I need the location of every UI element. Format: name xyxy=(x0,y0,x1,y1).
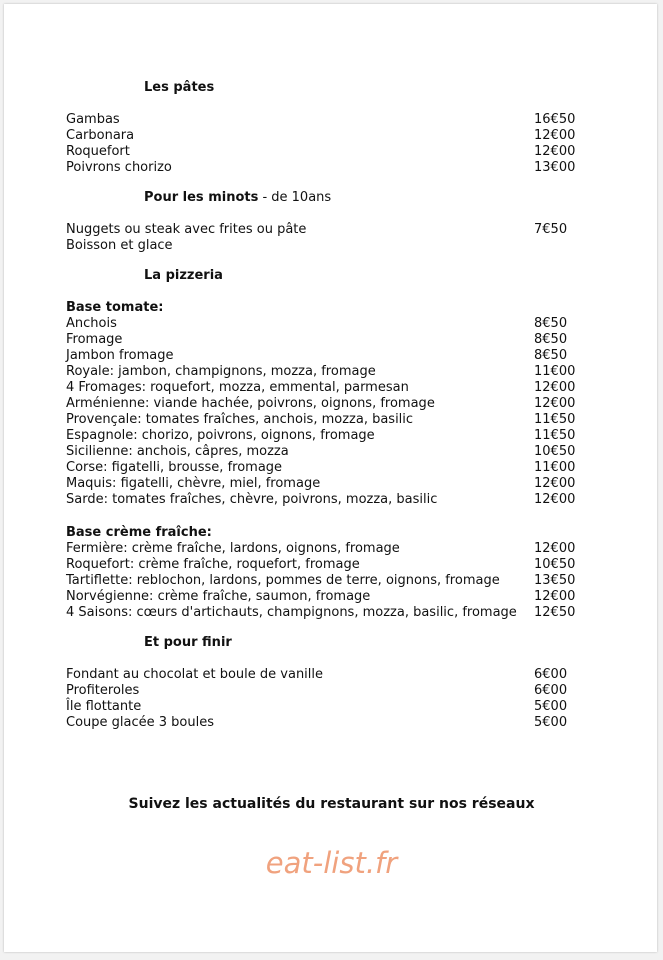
item-name: Anchois xyxy=(66,316,117,331)
item-name: Tartiflette: reblochon, lardons, pommes de terre, oignons, fromage xyxy=(66,573,500,588)
menu-item xyxy=(66,699,586,715)
menu-item xyxy=(66,541,586,557)
watermark: eat-list.fr xyxy=(265,846,398,880)
menu-item xyxy=(66,160,586,176)
item-price: 11€00 xyxy=(534,460,576,475)
menu-item xyxy=(66,238,586,254)
item-name: Provençale: tomates fraîches, anchois, mozza, basilic xyxy=(66,412,414,427)
item-price: 12€50 xyxy=(534,605,576,620)
menu-item xyxy=(66,144,586,160)
item-name: Fromage xyxy=(66,332,123,347)
section-title-pates: Les pâtes xyxy=(144,80,215,95)
menu-item xyxy=(66,332,586,348)
item-price: 12€00 xyxy=(534,541,576,556)
item-name: Poivrons chorizo xyxy=(66,160,172,175)
item-price: 6€00 xyxy=(534,683,568,698)
item-price: 7€50 xyxy=(534,222,568,237)
item-name: Fondant au chocolat et boule de vanille xyxy=(66,667,324,682)
menu-item xyxy=(66,573,586,589)
item-price: 12€00 xyxy=(534,144,576,159)
item-price: 12€00 xyxy=(534,589,576,604)
menu-item xyxy=(66,348,586,364)
item-name: Sarde: tomates fraîches, chèvre, poivrons, mozza, basilic xyxy=(66,492,438,507)
item-name: Nuggets ou steak avec frites ou pâte xyxy=(66,222,307,237)
menu-item xyxy=(66,222,586,238)
item-price: 12€00 xyxy=(534,476,576,491)
item-name: 4 Fromages: roquefort, mozza, emmental, parmesan xyxy=(66,380,409,395)
menu-item xyxy=(66,316,586,332)
item-price: 8€50 xyxy=(534,332,568,347)
section-title-minots xyxy=(144,190,331,205)
subsection-title-base-tomate: Base tomate: xyxy=(66,300,164,315)
item-name: Fermière: crème fraîche, lardons, oignons, fromage xyxy=(66,541,400,556)
menu-item xyxy=(66,557,586,573)
menu-item xyxy=(66,683,586,699)
item-name: Île flottante xyxy=(66,699,142,714)
subsection-title-base-creme: Base crème fraîche: xyxy=(66,525,212,540)
item-name: Royale: jambon, champignons, mozza, fromage xyxy=(66,364,376,379)
item-price: 13€50 xyxy=(534,573,576,588)
item-price: 11€00 xyxy=(534,364,576,379)
menu-item xyxy=(66,112,586,128)
item-price: 12€00 xyxy=(534,492,576,507)
item-price: 12€00 xyxy=(534,128,576,143)
section-title-desserts: Et pour finir xyxy=(144,635,232,650)
item-price: 8€50 xyxy=(534,316,568,331)
item-price: 5€00 xyxy=(534,715,568,730)
menu-item xyxy=(66,128,586,144)
menu-item xyxy=(66,589,586,605)
menu-item xyxy=(66,605,586,621)
menu-item xyxy=(66,460,586,476)
item-price: 11€50 xyxy=(534,412,576,427)
social-footer-text: Suivez les actualités du restaurant sur nos réseaux xyxy=(128,796,535,812)
item-name: Gambas xyxy=(66,112,120,127)
menu-item xyxy=(66,428,586,444)
item-name: Norvégienne: crème fraîche, saumon, fromage xyxy=(66,589,371,604)
item-price: 10€50 xyxy=(534,444,576,459)
menu-item xyxy=(66,715,586,731)
item-name: Coupe glacée 3 boules xyxy=(66,715,214,730)
section-title-text: Pour les minots xyxy=(144,190,259,205)
section-title-pizzeria: La pizzeria xyxy=(144,268,223,283)
item-price: 13€00 xyxy=(534,160,576,175)
item-price: 11€50 xyxy=(534,428,576,443)
menu-item xyxy=(66,380,586,396)
item-name: Sicilienne: anchois, câpres, mozza xyxy=(66,444,289,459)
item-name: Boisson et glace xyxy=(66,238,173,253)
item-price: 12€00 xyxy=(534,380,576,395)
item-price: 8€50 xyxy=(534,348,568,363)
item-name: Roquefort xyxy=(66,144,130,159)
item-price: 6€00 xyxy=(534,667,568,682)
menu-item xyxy=(66,396,586,412)
menu-item xyxy=(66,492,586,508)
menu-item xyxy=(66,412,586,428)
item-name: Roquefort: crème fraîche, roquefort, fromage xyxy=(66,557,360,572)
menu-item xyxy=(66,667,586,683)
item-price: 16€50 xyxy=(534,112,576,127)
section-subtitle: - de 10ans xyxy=(258,190,332,205)
menu-item xyxy=(66,476,586,492)
item-price: 5€00 xyxy=(534,699,568,714)
item-name: Arménienne: viande hachée, poivrons, oignons, fromage xyxy=(66,396,435,411)
item-name: Carbonara xyxy=(66,128,135,143)
item-name: Espagnole: chorizo, poivrons, oignons, fromage xyxy=(66,428,375,443)
item-price: 12€00 xyxy=(534,396,576,411)
item-name: Corse: figatelli, brousse, fromage xyxy=(66,460,283,475)
item-name: Maquis: figatelli, chèvre, miel, fromage xyxy=(66,476,321,491)
menu-item xyxy=(66,444,586,460)
menu-item xyxy=(66,364,586,380)
item-name: Profiteroles xyxy=(66,683,140,698)
item-price: 10€50 xyxy=(534,557,576,572)
item-name: Jambon fromage xyxy=(66,348,174,363)
item-name: 4 Saisons: cœurs d'artichauts, champignons, mozza, basilic, fromage xyxy=(66,605,517,620)
